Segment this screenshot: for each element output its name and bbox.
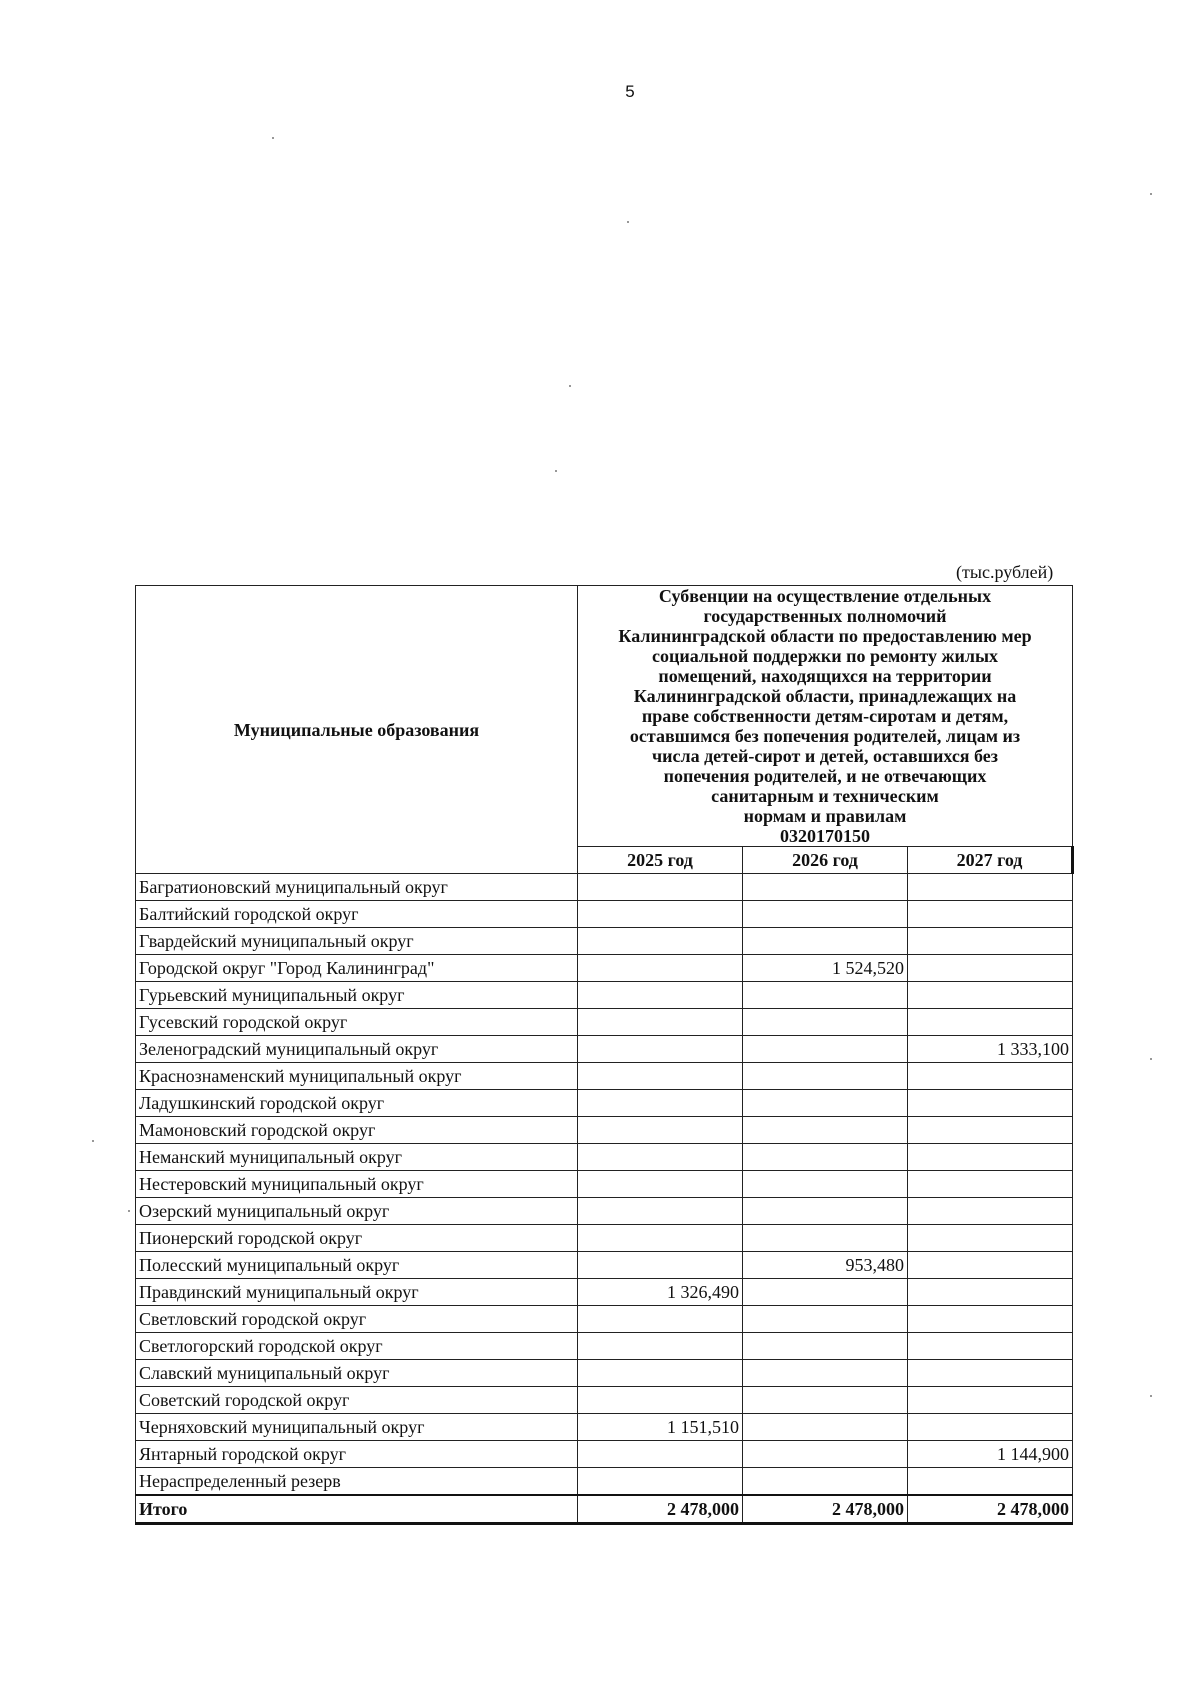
page-number: 5 [625, 82, 635, 101]
scan-speck [128, 1210, 130, 1212]
municipality-name: Полесский муниципальный округ [136, 1252, 578, 1279]
municipality-name: Светловский городской округ [136, 1306, 578, 1333]
table-row [136, 1036, 1073, 1063]
value-2025 [578, 901, 743, 928]
scan-speck [627, 221, 629, 223]
value-2026 [743, 1360, 908, 1387]
table-row [136, 982, 1073, 1009]
municipalities-column-header: Муниципальные образования [136, 586, 578, 874]
municipality-name: Черняховский муниципальный округ [136, 1414, 578, 1441]
table-row [136, 1414, 1073, 1441]
municipality-name: Озерский муниципальный округ [136, 1198, 578, 1225]
table-row [136, 1117, 1073, 1144]
value-2027 [908, 1117, 1073, 1144]
value-2027 [908, 1063, 1073, 1090]
value-2026 [743, 901, 908, 928]
municipality-name: Светлогорский городской округ [136, 1333, 578, 1360]
value-2027: 1 333,100 [908, 1036, 1073, 1063]
municipality-name: Советский городской округ [136, 1387, 578, 1414]
value-2025 [578, 1036, 743, 1063]
table-row [136, 1171, 1073, 1198]
value-2026 [743, 1468, 908, 1496]
value-2026 [743, 1414, 908, 1441]
value-2027 [908, 1468, 1073, 1496]
subsidy-header-line: праве собственности детям-сиротам и детям, [641, 706, 1009, 726]
table-row [136, 1333, 1073, 1360]
subsidy-header-line: Калининградской области по предоставлению мер [618, 626, 1032, 646]
table-row [136, 1063, 1073, 1090]
municipality-name: Нераспределенный резерв [136, 1468, 578, 1496]
table-row [136, 1360, 1073, 1387]
municipality-name: Гусевский городской округ [136, 1009, 578, 1036]
value-2026 [743, 1090, 908, 1117]
value-2026: 1 524,520 [743, 955, 908, 982]
subsidy-column-header [578, 586, 1073, 847]
municipality-name: Неманский муниципальный округ [136, 1144, 578, 1171]
value-2025 [578, 1090, 743, 1117]
scan-speck [272, 137, 274, 139]
scan-speck [1150, 1395, 1152, 1397]
subsidy-table [135, 585, 1074, 1525]
value-2026 [743, 928, 908, 955]
year-2027-header: 2027 год [908, 847, 1073, 874]
municipality-name: Ладушкинский городской округ [136, 1090, 578, 1117]
value-2025 [578, 1360, 743, 1387]
year-2026-header: 2026 год [743, 847, 908, 874]
value-2027 [908, 928, 1073, 955]
value-2026 [743, 982, 908, 1009]
value-2025 [578, 1252, 743, 1279]
municipality-name: Пионерский городской округ [136, 1225, 578, 1252]
subsidy-header-line: государственных полномочий [703, 606, 947, 626]
value-2025 [578, 1063, 743, 1090]
table-row [136, 1252, 1073, 1279]
value-2025 [578, 955, 743, 982]
table-row [136, 1387, 1073, 1414]
subsidy-header-line: числа детей-сирот и детей, оставшихся без [651, 746, 999, 766]
value-2025: 1 326,490 [578, 1279, 743, 1306]
value-2027 [908, 1414, 1073, 1441]
table-row [136, 1279, 1073, 1306]
subsidy-header-line: санитарным и техническим [711, 786, 939, 806]
value-2027: 1 144,900 [908, 1441, 1073, 1468]
scan-speck [1150, 1058, 1152, 1060]
municipality-name: Янтарный городской округ [136, 1441, 578, 1468]
value-2025 [578, 1333, 743, 1360]
subsidy-header-line: попечения родителей, и не отвечающих [663, 766, 987, 786]
value-2026 [743, 874, 908, 901]
total-value-2027: 2 478,000 [908, 1495, 1073, 1524]
value-2026 [743, 1171, 908, 1198]
value-2026: 953,480 [743, 1252, 908, 1279]
value-2027 [908, 1279, 1073, 1306]
municipality-name: Городской округ "Город Калининград" [136, 955, 578, 982]
value-2025 [578, 928, 743, 955]
value-2027 [908, 1171, 1073, 1198]
value-2026 [743, 1144, 908, 1171]
value-2025 [578, 1009, 743, 1036]
value-2025 [578, 874, 743, 901]
value-2027 [908, 901, 1073, 928]
value-2025: 1 151,510 [578, 1414, 743, 1441]
value-2026 [743, 1036, 908, 1063]
value-2025 [578, 1117, 743, 1144]
total-municipality-name: Итого [136, 1495, 578, 1524]
value-2026 [743, 1333, 908, 1360]
value-2027 [908, 1360, 1073, 1387]
total-row [136, 1495, 1073, 1524]
value-2027 [908, 982, 1073, 1009]
table-row [136, 1225, 1073, 1252]
table-row [136, 1441, 1073, 1468]
table-row [136, 955, 1073, 982]
value-2026 [743, 1063, 908, 1090]
value-2026 [743, 1225, 908, 1252]
value-2027 [908, 1252, 1073, 1279]
value-2027 [908, 1225, 1073, 1252]
total-value-2026: 2 478,000 [743, 1495, 908, 1524]
table-row [136, 1144, 1073, 1171]
units-note: (тыс.рублей) [956, 562, 1054, 582]
table-row [136, 1009, 1073, 1036]
value-2027 [908, 1090, 1073, 1117]
value-2027 [908, 1144, 1073, 1171]
value-2025 [578, 982, 743, 1009]
value-2027 [908, 1198, 1073, 1225]
value-2025 [578, 1198, 743, 1225]
subsidy-header-line: Субвенции на осуществление отдельных [658, 586, 992, 606]
table-header-row [136, 586, 1073, 847]
value-2025 [578, 1387, 743, 1414]
total-value-2025: 2 478,000 [578, 1495, 743, 1524]
value-2026 [743, 1198, 908, 1225]
table-row [136, 901, 1073, 928]
subsidy-header-line: социальной поддержки по ремонту жилых [651, 646, 999, 666]
value-2025 [578, 1225, 743, 1252]
municipality-name: Краснознаменский муниципальный округ [136, 1063, 578, 1090]
value-2026 [743, 1117, 908, 1144]
scan-speck [555, 470, 557, 472]
subsidy-header-line: помещений, находящихся на территории [658, 666, 992, 686]
value-2026 [743, 1009, 908, 1036]
year-2025-header: 2025 год [578, 847, 743, 874]
table-row [136, 1198, 1073, 1225]
value-2027 [908, 1009, 1073, 1036]
municipality-name: Правдинский муниципальный округ [136, 1279, 578, 1306]
value-2027 [908, 1387, 1073, 1414]
municipality-name: Балтийский городской округ [136, 901, 578, 928]
table-row [136, 1090, 1073, 1117]
value-2027 [908, 1306, 1073, 1333]
value-2025 [578, 1144, 743, 1171]
value-2025 [578, 1468, 743, 1496]
value-2025 [578, 1441, 743, 1468]
value-2027 [908, 1333, 1073, 1360]
value-2026 [743, 1306, 908, 1333]
scan-speck [92, 1140, 94, 1142]
municipality-name: Зеленоградский муниципальный округ [136, 1036, 578, 1063]
scan-speck [569, 385, 571, 387]
value-2026 [743, 1387, 908, 1414]
value-2027 [908, 955, 1073, 982]
table-row [136, 1306, 1073, 1333]
value-2025 [578, 1306, 743, 1333]
subsidy-header-line: Калининградской области, принадлежащих на [633, 686, 1017, 706]
subsidy-header-line: нормам и правилам [743, 806, 907, 826]
value-2026 [743, 1441, 908, 1468]
table-row [136, 874, 1073, 901]
scan-speck [1150, 193, 1152, 195]
municipality-name: Славский муниципальный округ [136, 1360, 578, 1387]
table-row [136, 928, 1073, 955]
value-2026 [743, 1279, 908, 1306]
municipality-name: Нестеровский муниципальный округ [136, 1171, 578, 1198]
value-2027 [908, 874, 1073, 901]
value-2025 [578, 1171, 743, 1198]
table-row [136, 1468, 1073, 1496]
municipality-name: Багратионовский муниципальный округ [136, 874, 578, 901]
municipality-name: Мамоновский городской округ [136, 1117, 578, 1144]
subsidy-header-line: 0320170150 [780, 826, 870, 846]
subsidy-header-line: оставшимся без попечения родителей, лицам из [629, 726, 1021, 746]
municipality-name: Гурьевский муниципальный округ [136, 982, 578, 1009]
municipality-name: Гвардейский муниципальный округ [136, 928, 578, 955]
